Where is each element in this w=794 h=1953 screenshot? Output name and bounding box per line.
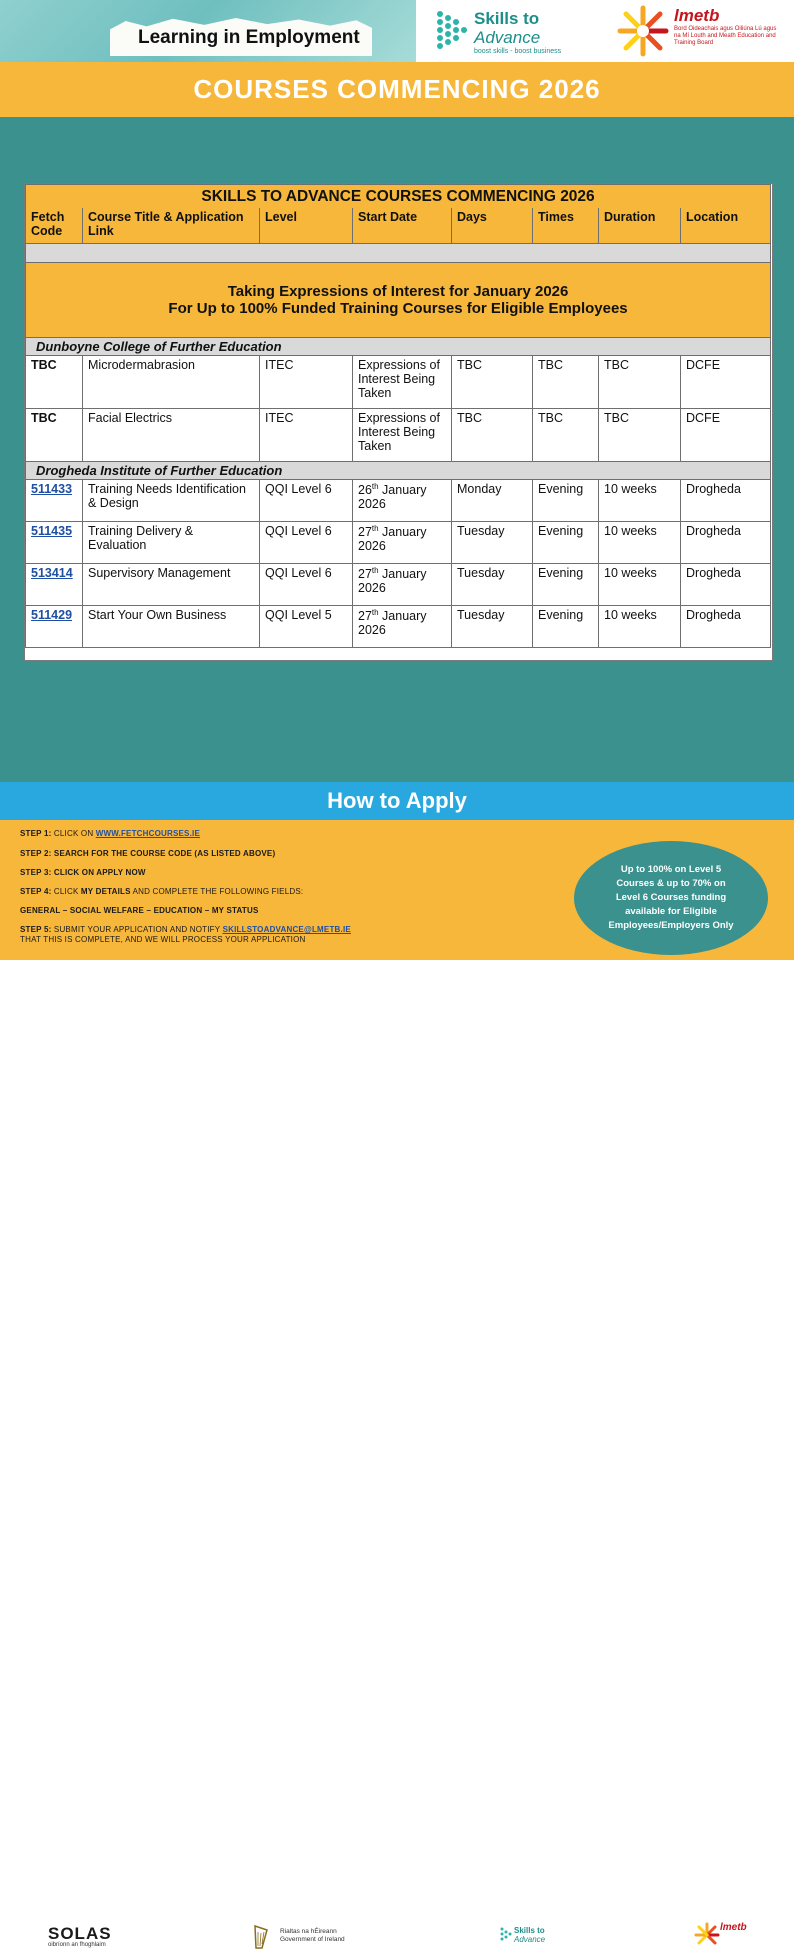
course-days: TBC xyxy=(452,356,533,409)
solas-tagline: oibríonn an fhoghlaim xyxy=(48,1942,106,1948)
start-day: 27 xyxy=(358,609,372,624)
government-of-ireland xyxy=(280,1928,345,1944)
course-level: QQI Level 6 xyxy=(260,480,353,522)
course-duration: 10 weeks xyxy=(599,480,681,522)
course-location: DCFE xyxy=(681,409,771,462)
course-duration: 10 weeks xyxy=(599,564,681,606)
start-date xyxy=(353,522,452,564)
start-date xyxy=(353,480,452,522)
course-level: ITEC xyxy=(260,409,353,462)
start-date xyxy=(353,564,452,606)
step-5-continued: THAT THIS IS COMPLETE, AND WE WILL PROCESS YOUR APPLICATION xyxy=(20,935,306,944)
column-header: Duration xyxy=(599,208,681,244)
gov-irish: Rialtas na hÉireann xyxy=(280,1928,337,1935)
start-date: Expressions of Interest Being Taken xyxy=(353,409,452,462)
course-duration: 10 weeks xyxy=(599,522,681,564)
step-text: SUBMIT YOUR APPLICATION AND NOTIFY xyxy=(51,925,223,934)
arrow-dots-icon xyxy=(436,8,470,52)
course-times: Evening xyxy=(533,564,599,606)
skills-to-advance-logo xyxy=(436,8,586,58)
course-location: Drogheda xyxy=(681,480,771,522)
fetch-code: TBC xyxy=(26,409,83,462)
step-5 xyxy=(20,925,351,934)
footer-sta-line1: Skills to xyxy=(514,1926,545,1935)
course-title: Training Delivery & Evaluation xyxy=(83,522,260,564)
fields-list: GENERAL – SOCIAL WELFARE – EDUCATION – MY STATUS xyxy=(20,906,259,915)
course-times: TBC xyxy=(533,409,599,462)
fetch-code-link[interactable]: 511433 xyxy=(31,482,73,496)
step-text: AND COMPLETE THE FOLLOWING FIELDS: xyxy=(130,887,304,896)
step-label: STEP 1: xyxy=(20,829,52,838)
course-days: Monday xyxy=(452,480,533,522)
table-row xyxy=(26,564,771,606)
table-row xyxy=(26,480,771,522)
course-days: Tuesday xyxy=(452,522,533,564)
step-label: STEP 4: xyxy=(20,887,52,896)
course-times: TBC xyxy=(533,356,599,409)
table-row xyxy=(26,522,771,564)
date-suffix: th xyxy=(371,482,379,491)
funding-note-badge xyxy=(574,841,768,955)
course-level: QQI Level 6 xyxy=(260,564,353,606)
course-location: DCFE xyxy=(681,356,771,409)
email-link[interactable]: SKILLSTOADVANCE@LMETB.IE xyxy=(222,925,351,934)
column-header: Days xyxy=(452,208,533,244)
how-to-apply-heading: How to Apply xyxy=(327,788,467,813)
banner-line-1: Taking Expressions of Interest for January 2026 xyxy=(227,283,569,300)
harp-icon xyxy=(252,1924,270,1950)
etb-subtitle: Bord Oideachais agus Oiliúna Lú agus na Mí Louth and Meath Education and Training Board xyxy=(674,26,777,46)
start-month-year: January 2026 xyxy=(358,525,427,554)
my-details-label: MY DETAILS xyxy=(80,887,131,896)
start-month-year: January 2026 xyxy=(358,483,427,512)
logo-name-line2: Advance xyxy=(474,28,541,47)
solas-logo: SOLAS xyxy=(48,1924,112,1943)
gov-english: Government of Ireland xyxy=(280,1936,345,1943)
title-bar xyxy=(0,62,794,117)
course-times: Evening xyxy=(533,480,599,522)
sunburst-icon xyxy=(694,1922,720,1948)
column-header: Times xyxy=(533,208,599,244)
table-title: SKILLS TO ADVANCE COURSES COMMENCING 2026 xyxy=(26,185,771,209)
expressions-banner xyxy=(26,263,771,338)
date-suffix: th xyxy=(371,608,379,617)
banner-line-2: For Up to 100% Funded Training Courses for Eligible Employees xyxy=(168,300,628,317)
footer xyxy=(0,960,794,1948)
course-title: Facial Electrics xyxy=(83,409,260,462)
start-month-year: January 2026 xyxy=(358,567,427,596)
start-day: 27 xyxy=(358,567,372,582)
step-2: STEP 2: SEARCH FOR THE COURSE CODE (AS LISTED ABOVE) xyxy=(20,849,276,858)
footer-sta-line2: Advance xyxy=(514,1935,546,1944)
section-heading: Drogheda Institute of Further Education xyxy=(26,462,771,480)
step-text: CLICK ON xyxy=(51,829,96,838)
course-title: Start Your Own Business xyxy=(83,606,260,648)
course-level: ITEC xyxy=(260,356,353,409)
column-header: Start Date xyxy=(353,208,452,244)
how-to-apply-bar xyxy=(0,782,794,820)
fetch-code-link[interactable]: 513414 xyxy=(31,566,73,580)
start-month-year: January 2026 xyxy=(358,609,427,638)
logo-name-line1: Skills to xyxy=(474,9,540,28)
date-suffix: th xyxy=(371,524,379,533)
courses-table xyxy=(25,184,771,648)
course-duration: TBC xyxy=(599,409,681,462)
fetch-code-link[interactable]: 511435 xyxy=(31,524,73,538)
courses-table-container xyxy=(24,183,773,661)
step-4 xyxy=(20,887,303,896)
etb-name: lmetb xyxy=(674,6,720,25)
banner-tagline: Learning in Employment xyxy=(138,27,360,48)
skills-to-advance-footer-logo xyxy=(500,1926,570,1950)
course-title: Supervisory Management xyxy=(83,564,260,606)
fetchcourses-link[interactable]: WWW.FETCHCOURSES.IE xyxy=(95,829,200,838)
course-days: Tuesday xyxy=(452,606,533,648)
table-spacer xyxy=(26,244,771,263)
step-text: CLICK xyxy=(51,887,81,896)
course-title: Training Needs Identification & Design xyxy=(83,480,260,522)
course-title: Microdermabrasion xyxy=(83,356,260,409)
lmetb-footer-logo xyxy=(694,1922,774,1950)
course-days: TBC xyxy=(452,409,533,462)
course-times: Evening xyxy=(533,606,599,648)
column-header: Location xyxy=(681,208,771,244)
course-location: Drogheda xyxy=(681,606,771,648)
course-location: Drogheda xyxy=(681,564,771,606)
table-row xyxy=(26,606,771,648)
learning-banner xyxy=(0,0,416,62)
start-date: Expressions of Interest Being Taken xyxy=(353,356,452,409)
step-1 xyxy=(20,829,200,838)
footer-etb-name: lmetb xyxy=(720,1922,747,1933)
course-location: Drogheda xyxy=(681,522,771,564)
date-suffix: th xyxy=(371,566,379,575)
table-row xyxy=(26,356,771,409)
start-day: 26 xyxy=(358,483,372,498)
course-duration: 10 weeks xyxy=(599,606,681,648)
start-date xyxy=(353,606,452,648)
course-days: Tuesday xyxy=(452,564,533,606)
sunburst-icon xyxy=(616,4,670,58)
section-heading: Dunboyne College of Further Education xyxy=(26,338,771,356)
fetch-code: TBC xyxy=(26,356,83,409)
course-times: Evening xyxy=(533,522,599,564)
course-level: QQI Level 5 xyxy=(260,606,353,648)
step-3: STEP 3: CLICK ON APPLY NOW xyxy=(20,868,146,877)
header xyxy=(0,0,794,62)
arrow-dots-icon xyxy=(500,1926,512,1946)
column-header: Fetch Code xyxy=(26,208,83,244)
table-row xyxy=(26,409,771,462)
column-header: Course Title & Application Link xyxy=(83,208,260,244)
lmetb-logo xyxy=(616,4,786,58)
course-duration: TBC xyxy=(599,356,681,409)
start-day: 27 xyxy=(358,525,372,540)
fetch-code-link[interactable]: 511429 xyxy=(31,608,73,622)
course-level: QQI Level 6 xyxy=(260,522,353,564)
step-label: STEP 5: xyxy=(20,925,52,934)
page-title: COURSES COMMENCING 2026 xyxy=(193,74,601,104)
column-header: Level xyxy=(260,208,353,244)
table-header-row xyxy=(26,208,771,244)
logo-tagline: boost skills - boost business xyxy=(474,48,562,55)
funding-note: Up to 100% on Level 5 Courses & up to 70% on Level 6 Courses funding available for Eligible Employees/Employers Only xyxy=(608,864,734,931)
